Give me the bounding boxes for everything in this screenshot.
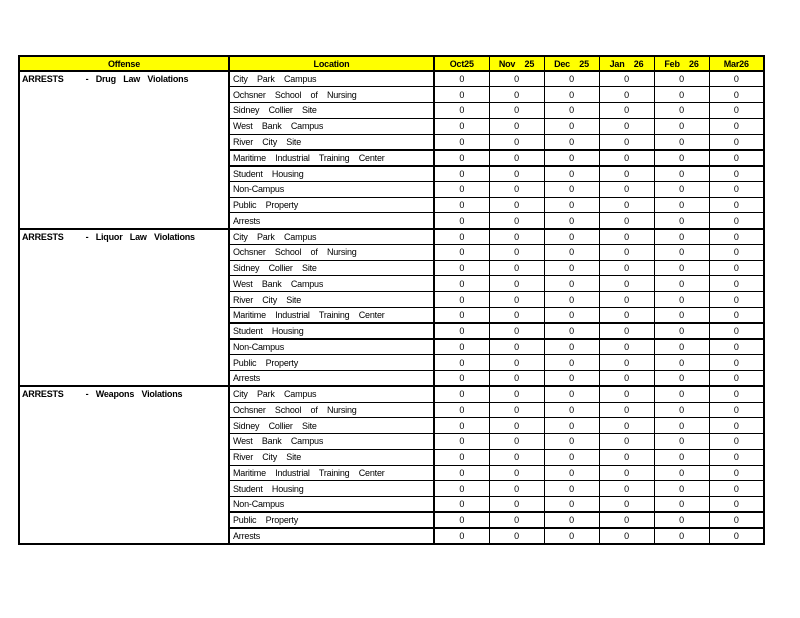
count-cell: 0 bbox=[654, 118, 709, 134]
count-cell: 0 bbox=[434, 276, 489, 292]
column-header-location: Location bbox=[229, 56, 434, 71]
location-cell: Non-Campus bbox=[229, 497, 434, 513]
count-cell: 0 bbox=[489, 339, 544, 355]
count-cell: 0 bbox=[489, 528, 544, 544]
count-cell: 0 bbox=[709, 244, 764, 260]
table-row bbox=[19, 71, 764, 87]
location-cell: Public Property bbox=[229, 197, 434, 213]
count-cell: 0 bbox=[544, 497, 599, 513]
count-cell: 0 bbox=[599, 386, 654, 402]
location-cell: Maritime Industrial Training Center bbox=[229, 150, 434, 166]
count-cell: 0 bbox=[434, 418, 489, 434]
count-cell: 0 bbox=[654, 244, 709, 260]
count-cell: 0 bbox=[489, 307, 544, 323]
count-cell: 0 bbox=[709, 371, 764, 387]
count-cell: 0 bbox=[654, 449, 709, 465]
count-cell: 0 bbox=[654, 465, 709, 481]
count-cell: 0 bbox=[599, 418, 654, 434]
count-cell: 0 bbox=[489, 449, 544, 465]
count-cell: 0 bbox=[544, 512, 599, 528]
table-row bbox=[19, 386, 764, 402]
location-cell: Arrests bbox=[229, 371, 434, 387]
location-cell: Maritime Industrial Training Center bbox=[229, 465, 434, 481]
count-cell: 0 bbox=[654, 260, 709, 276]
count-cell: 0 bbox=[544, 276, 599, 292]
count-cell: 0 bbox=[599, 449, 654, 465]
count-cell: 0 bbox=[709, 103, 764, 119]
location-cell: River City Site bbox=[229, 134, 434, 150]
count-cell: 0 bbox=[544, 229, 599, 245]
count-cell: 0 bbox=[434, 71, 489, 87]
count-cell: 0 bbox=[489, 323, 544, 339]
count-cell: 0 bbox=[434, 497, 489, 513]
count-cell: 0 bbox=[709, 512, 764, 528]
count-cell: 0 bbox=[709, 418, 764, 434]
count-cell: 0 bbox=[544, 71, 599, 87]
count-cell: 0 bbox=[544, 434, 599, 450]
count-cell: 0 bbox=[599, 134, 654, 150]
count-cell: 0 bbox=[709, 402, 764, 418]
count-cell: 0 bbox=[599, 276, 654, 292]
count-cell: 0 bbox=[599, 197, 654, 213]
count-cell: 0 bbox=[654, 166, 709, 182]
count-cell: 0 bbox=[544, 197, 599, 213]
count-cell: 0 bbox=[489, 402, 544, 418]
count-cell: 0 bbox=[709, 386, 764, 402]
offense-prefix: ARRESTS bbox=[22, 389, 64, 400]
count-cell: 0 bbox=[544, 87, 599, 103]
count-cell: 0 bbox=[654, 71, 709, 87]
offense-cell bbox=[19, 71, 229, 229]
location-cell: Arrests bbox=[229, 528, 434, 544]
count-cell: 0 bbox=[489, 181, 544, 197]
count-cell: 0 bbox=[654, 292, 709, 308]
count-cell: 0 bbox=[544, 307, 599, 323]
count-cell: 0 bbox=[434, 449, 489, 465]
count-cell: 0 bbox=[489, 103, 544, 119]
count-cell: 0 bbox=[709, 260, 764, 276]
count-cell: 0 bbox=[599, 481, 654, 497]
column-header-offense: Offense bbox=[19, 56, 229, 71]
count-cell: 0 bbox=[599, 244, 654, 260]
column-header-jan26: Jan 26 bbox=[599, 56, 654, 71]
count-cell: 0 bbox=[599, 71, 654, 87]
count-cell: 0 bbox=[654, 103, 709, 119]
count-cell: 0 bbox=[599, 150, 654, 166]
location-cell: West Bank Campus bbox=[229, 276, 434, 292]
count-cell: 0 bbox=[489, 497, 544, 513]
offense-prefix: ARRESTS bbox=[22, 74, 64, 84]
count-cell: 0 bbox=[489, 292, 544, 308]
count-cell: 0 bbox=[709, 449, 764, 465]
column-header-feb26: Feb 26 bbox=[654, 56, 709, 71]
count-cell: 0 bbox=[654, 339, 709, 355]
count-cell: 0 bbox=[434, 323, 489, 339]
count-cell: 0 bbox=[654, 418, 709, 434]
column-header-nov25: Nov 25 bbox=[489, 56, 544, 71]
count-cell: 0 bbox=[599, 118, 654, 134]
offense-cell bbox=[19, 386, 229, 544]
count-cell: 0 bbox=[489, 386, 544, 402]
location-cell: River City Site bbox=[229, 292, 434, 308]
count-cell: 0 bbox=[434, 528, 489, 544]
count-cell: 0 bbox=[489, 166, 544, 182]
count-cell: 0 bbox=[709, 481, 764, 497]
location-cell: West Bank Campus bbox=[229, 434, 434, 450]
count-cell: 0 bbox=[434, 181, 489, 197]
count-cell: 0 bbox=[434, 229, 489, 245]
count-cell: 0 bbox=[434, 166, 489, 182]
count-cell: 0 bbox=[654, 181, 709, 197]
count-cell: 0 bbox=[709, 197, 764, 213]
count-cell: 0 bbox=[599, 528, 654, 544]
count-cell: 0 bbox=[434, 260, 489, 276]
count-cell: 0 bbox=[434, 434, 489, 450]
count-cell: 0 bbox=[489, 465, 544, 481]
count-cell: 0 bbox=[434, 292, 489, 308]
location-cell: Public Property bbox=[229, 512, 434, 528]
count-cell: 0 bbox=[654, 276, 709, 292]
count-cell: 0 bbox=[489, 355, 544, 371]
count-cell: 0 bbox=[489, 418, 544, 434]
count-cell: 0 bbox=[434, 118, 489, 134]
count-cell: 0 bbox=[544, 481, 599, 497]
offense-cell bbox=[19, 229, 229, 387]
count-cell: 0 bbox=[544, 528, 599, 544]
column-header-oct25: Oct25 bbox=[434, 56, 489, 71]
count-cell: 0 bbox=[599, 434, 654, 450]
count-cell: 0 bbox=[489, 134, 544, 150]
table-row bbox=[19, 229, 764, 245]
offense-prefix: ARRESTS bbox=[22, 231, 64, 242]
count-cell: 0 bbox=[434, 371, 489, 387]
count-cell: 0 bbox=[709, 276, 764, 292]
count-cell: 0 bbox=[599, 512, 654, 528]
location-cell: Sidney Collier Site bbox=[229, 418, 434, 434]
offense-descriptor: - Liquor Law Violations bbox=[85, 231, 195, 242]
location-cell: City Park Campus bbox=[229, 386, 434, 402]
count-cell: 0 bbox=[544, 355, 599, 371]
count-cell: 0 bbox=[489, 118, 544, 134]
count-cell: 0 bbox=[434, 307, 489, 323]
header-row bbox=[19, 56, 764, 71]
count-cell: 0 bbox=[544, 260, 599, 276]
count-cell: 0 bbox=[544, 213, 599, 229]
location-cell: River City Site bbox=[229, 449, 434, 465]
count-cell: 0 bbox=[544, 118, 599, 134]
count-cell: 0 bbox=[709, 229, 764, 245]
location-cell: City Park Campus bbox=[229, 229, 434, 245]
count-cell: 0 bbox=[709, 150, 764, 166]
count-cell: 0 bbox=[709, 497, 764, 513]
location-cell: Maritime Industrial Training Center bbox=[229, 307, 434, 323]
count-cell: 0 bbox=[599, 355, 654, 371]
count-cell: 0 bbox=[489, 512, 544, 528]
count-cell: 0 bbox=[489, 276, 544, 292]
count-cell: 0 bbox=[709, 355, 764, 371]
count-cell: 0 bbox=[434, 197, 489, 213]
count-cell: 0 bbox=[489, 213, 544, 229]
count-cell: 0 bbox=[544, 103, 599, 119]
count-cell: 0 bbox=[434, 103, 489, 119]
location-cell: Sidney Collier Site bbox=[229, 260, 434, 276]
column-header-mar26: Mar26 bbox=[709, 56, 764, 71]
count-cell: 0 bbox=[709, 528, 764, 544]
count-cell: 0 bbox=[544, 386, 599, 402]
location-cell: Non-Campus bbox=[229, 339, 434, 355]
count-cell: 0 bbox=[599, 497, 654, 513]
count-cell: 0 bbox=[709, 71, 764, 87]
count-cell: 0 bbox=[434, 150, 489, 166]
count-cell: 0 bbox=[599, 307, 654, 323]
count-cell: 0 bbox=[654, 307, 709, 323]
count-cell: 0 bbox=[544, 292, 599, 308]
count-cell: 0 bbox=[709, 307, 764, 323]
count-cell: 0 bbox=[709, 181, 764, 197]
count-cell: 0 bbox=[434, 87, 489, 103]
count-cell: 0 bbox=[709, 292, 764, 308]
count-cell: 0 bbox=[599, 229, 654, 245]
count-cell: 0 bbox=[599, 402, 654, 418]
count-cell: 0 bbox=[654, 434, 709, 450]
count-cell: 0 bbox=[599, 465, 654, 481]
count-cell: 0 bbox=[599, 181, 654, 197]
count-cell: 0 bbox=[489, 481, 544, 497]
count-cell: 0 bbox=[544, 339, 599, 355]
count-cell: 0 bbox=[709, 87, 764, 103]
count-cell: 0 bbox=[654, 323, 709, 339]
count-cell: 0 bbox=[599, 323, 654, 339]
count-cell: 0 bbox=[489, 87, 544, 103]
location-cell: Student Housing bbox=[229, 323, 434, 339]
count-cell: 0 bbox=[544, 465, 599, 481]
count-cell: 0 bbox=[434, 402, 489, 418]
offense-descriptor: - Drug Law Violations bbox=[85, 74, 189, 84]
count-cell: 0 bbox=[654, 150, 709, 166]
location-cell: Sidney Collier Site bbox=[229, 103, 434, 119]
count-cell: 0 bbox=[709, 434, 764, 450]
count-cell: 0 bbox=[489, 197, 544, 213]
count-cell: 0 bbox=[544, 418, 599, 434]
location-cell: Student Housing bbox=[229, 166, 434, 182]
count-cell: 0 bbox=[654, 528, 709, 544]
count-cell: 0 bbox=[434, 339, 489, 355]
count-cell: 0 bbox=[544, 323, 599, 339]
count-cell: 0 bbox=[709, 323, 764, 339]
count-cell: 0 bbox=[489, 71, 544, 87]
location-cell: Student Housing bbox=[229, 481, 434, 497]
table-header bbox=[19, 56, 764, 71]
count-cell: 0 bbox=[489, 229, 544, 245]
count-cell: 0 bbox=[434, 481, 489, 497]
count-cell: 0 bbox=[599, 166, 654, 182]
count-cell: 0 bbox=[599, 87, 654, 103]
count-cell: 0 bbox=[544, 181, 599, 197]
count-cell: 0 bbox=[599, 339, 654, 355]
count-cell: 0 bbox=[709, 465, 764, 481]
count-cell: 0 bbox=[654, 386, 709, 402]
count-cell: 0 bbox=[709, 134, 764, 150]
count-cell: 0 bbox=[434, 134, 489, 150]
location-cell: Ochsner School of Nursing bbox=[229, 244, 434, 260]
count-cell: 0 bbox=[709, 213, 764, 229]
count-cell: 0 bbox=[489, 260, 544, 276]
count-cell: 0 bbox=[599, 371, 654, 387]
offense-descriptor: - Weapons Violations bbox=[85, 389, 183, 400]
count-cell: 0 bbox=[434, 465, 489, 481]
location-cell: City Park Campus bbox=[229, 71, 434, 87]
location-cell: Public Property bbox=[229, 355, 434, 371]
count-cell: 0 bbox=[489, 244, 544, 260]
count-cell: 0 bbox=[654, 134, 709, 150]
count-cell: 0 bbox=[709, 166, 764, 182]
count-cell: 0 bbox=[654, 213, 709, 229]
count-cell: 0 bbox=[599, 213, 654, 229]
crime-stats-table bbox=[18, 55, 765, 545]
location-cell: Non-Campus bbox=[229, 181, 434, 197]
count-cell: 0 bbox=[654, 355, 709, 371]
count-cell: 0 bbox=[434, 213, 489, 229]
location-cell: Ochsner School of Nursing bbox=[229, 87, 434, 103]
count-cell: 0 bbox=[434, 512, 489, 528]
count-cell: 0 bbox=[544, 449, 599, 465]
count-cell: 0 bbox=[544, 371, 599, 387]
count-cell: 0 bbox=[654, 497, 709, 513]
location-cell: Ochsner School of Nursing bbox=[229, 402, 434, 418]
count-cell: 0 bbox=[489, 150, 544, 166]
count-cell: 0 bbox=[434, 244, 489, 260]
count-cell: 0 bbox=[544, 134, 599, 150]
count-cell: 0 bbox=[709, 339, 764, 355]
count-cell: 0 bbox=[434, 355, 489, 371]
count-cell: 0 bbox=[489, 434, 544, 450]
count-cell: 0 bbox=[654, 402, 709, 418]
count-cell: 0 bbox=[709, 118, 764, 134]
location-cell: West Bank Campus bbox=[229, 118, 434, 134]
count-cell: 0 bbox=[544, 166, 599, 182]
count-cell: 0 bbox=[654, 481, 709, 497]
count-cell: 0 bbox=[599, 260, 654, 276]
location-cell: Arrests bbox=[229, 213, 434, 229]
table-body bbox=[19, 71, 764, 544]
column-header-dec25: Dec 25 bbox=[544, 56, 599, 71]
count-cell: 0 bbox=[654, 371, 709, 387]
count-cell: 0 bbox=[654, 87, 709, 103]
count-cell: 0 bbox=[599, 103, 654, 119]
count-cell: 0 bbox=[434, 386, 489, 402]
count-cell: 0 bbox=[489, 371, 544, 387]
count-cell: 0 bbox=[544, 150, 599, 166]
count-cell: 0 bbox=[654, 197, 709, 213]
count-cell: 0 bbox=[544, 402, 599, 418]
count-cell: 0 bbox=[599, 292, 654, 308]
count-cell: 0 bbox=[654, 229, 709, 245]
count-cell: 0 bbox=[654, 512, 709, 528]
count-cell: 0 bbox=[544, 244, 599, 260]
